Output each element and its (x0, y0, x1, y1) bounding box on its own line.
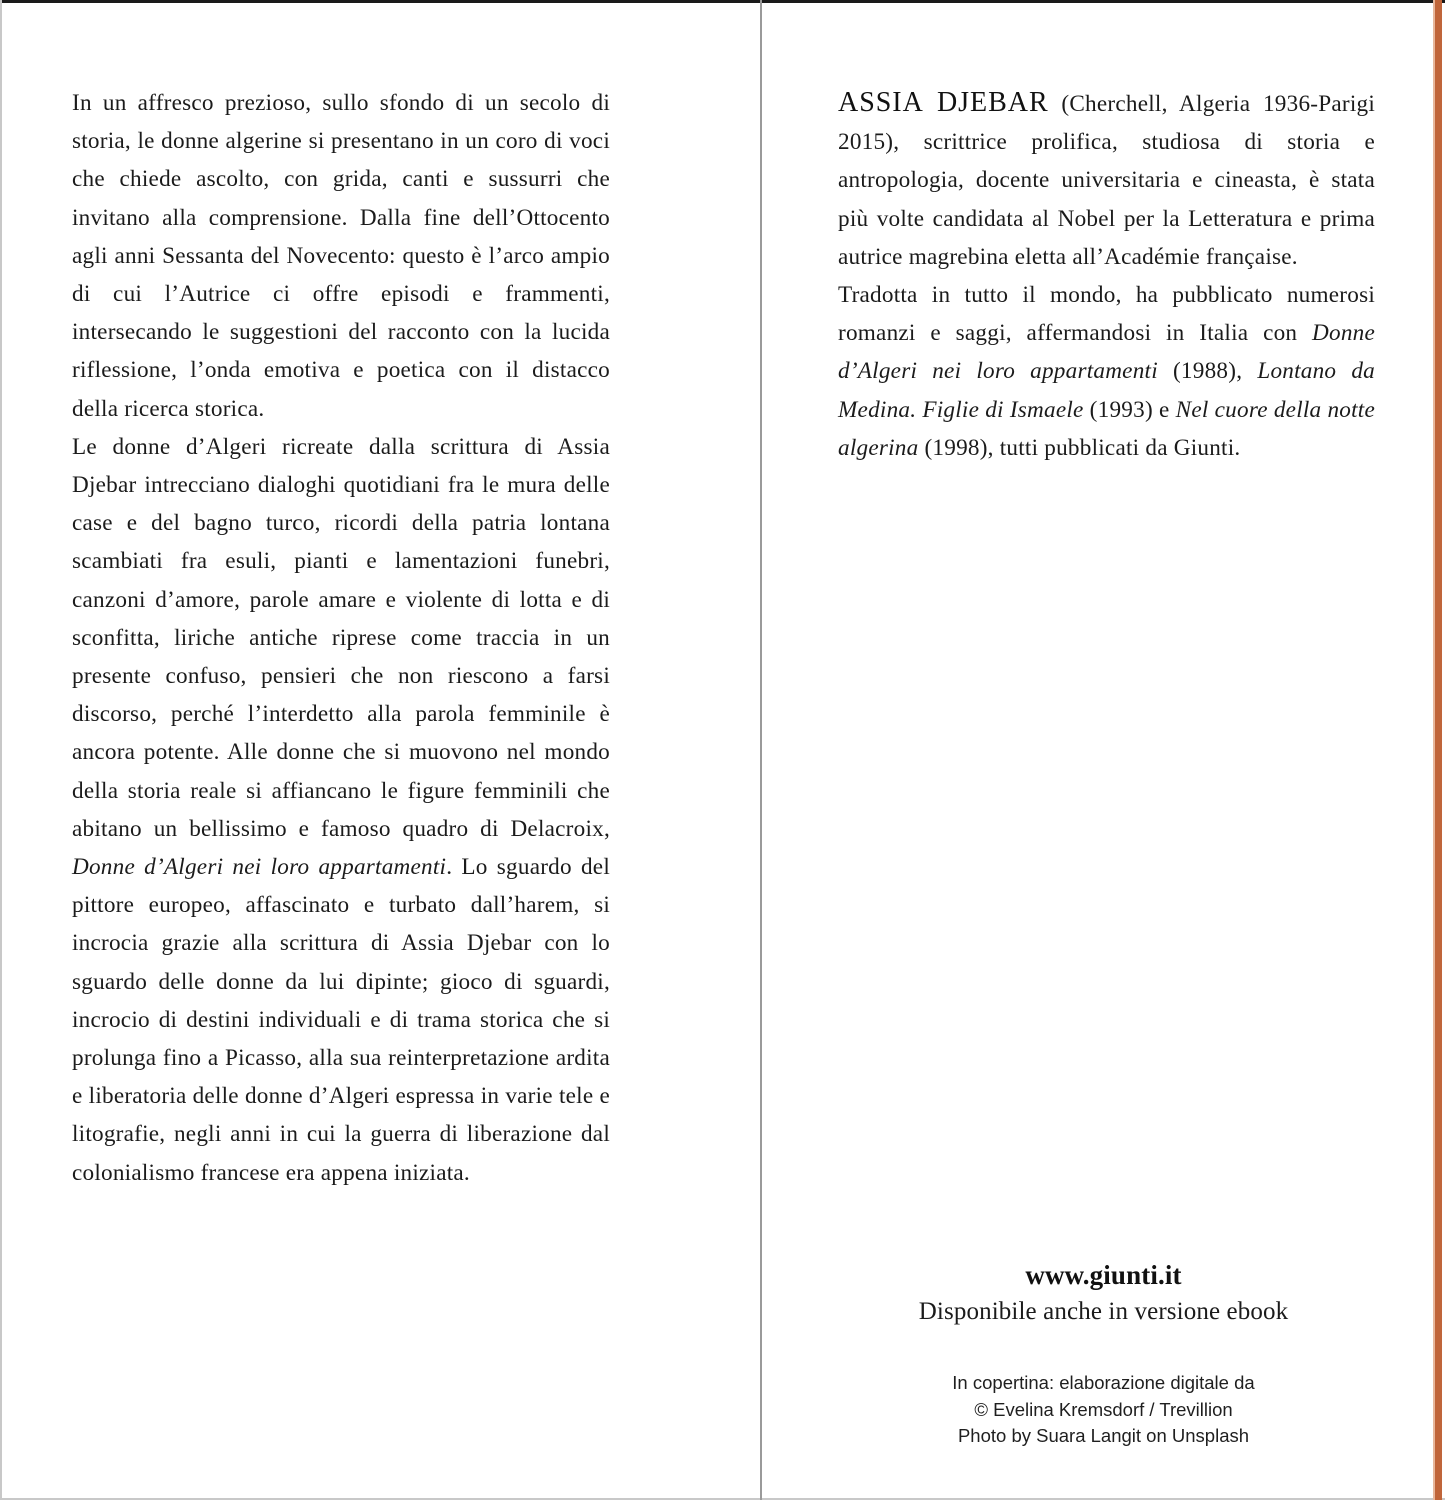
text-run: (1993) e (1083, 396, 1176, 423)
publisher-website-link[interactable]: www.giunti.it (1025, 1260, 1182, 1290)
ebook-availability-note: Disponibile anche in versione ebook (918, 1298, 1289, 1325)
text-run: Le donne d’Algeri ricreate dalla scrittura di Assia Djebar intrecciano dialoghi quotidiani fra le mura delle case e del bagno turco, ricordi della patria lontana scambiati fra esuli, pianti e lamentazioni funebri, canzoni d’amore, parole amare e violente di lotta e di sconfitta, liriche antiche riprese come traccia in un presente confuso, pensieri che non riescono a farsi discorso, perché l’interdetto alla parola femminile è ancora potente. Alle donne che si muovono nel mondo della storia reale si affiancano le figure femminili che abitano un bellissimo e famoso quadro di Delacroix, (72, 433, 610, 842)
back-cover-blurb (72, 84, 610, 1192)
text-run: (1988), (1157, 358, 1258, 385)
italic-title: Lontano da Medina. Figlie di Ismaele (838, 358, 1375, 423)
blurb-paragraph-1 (72, 84, 610, 428)
text-run: In un affresco prezioso, sullo sfondo di un secolo di storia, le donne algerine si presentano in un coro di voci che chiede ascolto, con grida, canti e sussurri che invitano alla comprensione. Dalla fine dell’Ottocento agli anni Sessanta del Novecento: questo è l’arco ampio di cui l’Autrice ci offre episodi e frammenti, intersecando le suggestioni del racconto con la lucida riflessione, l’onda emotiva e poetica con il distacco della ricerca storica. (72, 90, 610, 422)
text-run: (Cherchell, Algeria 1936-Parigi 2015), scrittrice prolifica, studiosa di storia e antropologia, docente universitaria e cineasta, è stata più volte candidata al Nobel per la Letteratura e prima autrice magrebina eletta all’Académie française. (838, 91, 1375, 270)
author-name: ASSIA DJEBAR (838, 87, 1049, 118)
text-run: (1998), tutti pubblicati da Giunti. (918, 434, 1241, 461)
author-page (762, 0, 1445, 1500)
cover-credit-line-2: © Evelina Kremsdorf / Trevillion (974, 1398, 1233, 1420)
text-run: Tradotta in tutto il mondo, ha pubblicato numerosi romanzi e saggi, affermandosi in Italia con (838, 282, 1375, 347)
bio-paragraph-2 (838, 276, 1375, 467)
author-bio (838, 84, 1375, 467)
cover-credit-line-3: Photo by Suara Langit on Unsplash (957, 1425, 1250, 1446)
cover-credit-line-1: In copertina: elaborazione digitale da (952, 1372, 1255, 1393)
blurb-paragraph-2 (72, 428, 610, 1192)
gutter-divider-rule (760, 0, 762, 1500)
cover-credits (762, 1370, 1445, 1450)
spine-accent-stripe (1435, 0, 1442, 1500)
italic-title: Donne d’Algeri nei loro appartamenti (72, 854, 447, 881)
publisher-footer (762, 1258, 1445, 1450)
bio-paragraph-1 (838, 84, 1375, 276)
italic-title: Nel cuore della notte algerina (838, 396, 1375, 461)
italic-title: Donne d’Algeri nei loro appartamenti (838, 320, 1375, 385)
top-edge-rule (0, 0, 1445, 3)
left-edge-rule (0, 0, 2, 1500)
text-run: . Lo sguardo del pittore europeo, affascinato e turbato dall’harem, si incrocia grazie alla scrittura di Assia Djebar con lo sguardo delle donne da lui dipinte; gioco di sguardi, incrocio di destini individuali e di trama storica che si prolunga fino a Picasso, alla sua reinterpretazione ardita e liberatoria delle donne d’Algeri espressa in varie tele e litografie, negli anni in cui la guerra di liberazione dal colonialismo francese era appena iniziata. (72, 854, 610, 1186)
